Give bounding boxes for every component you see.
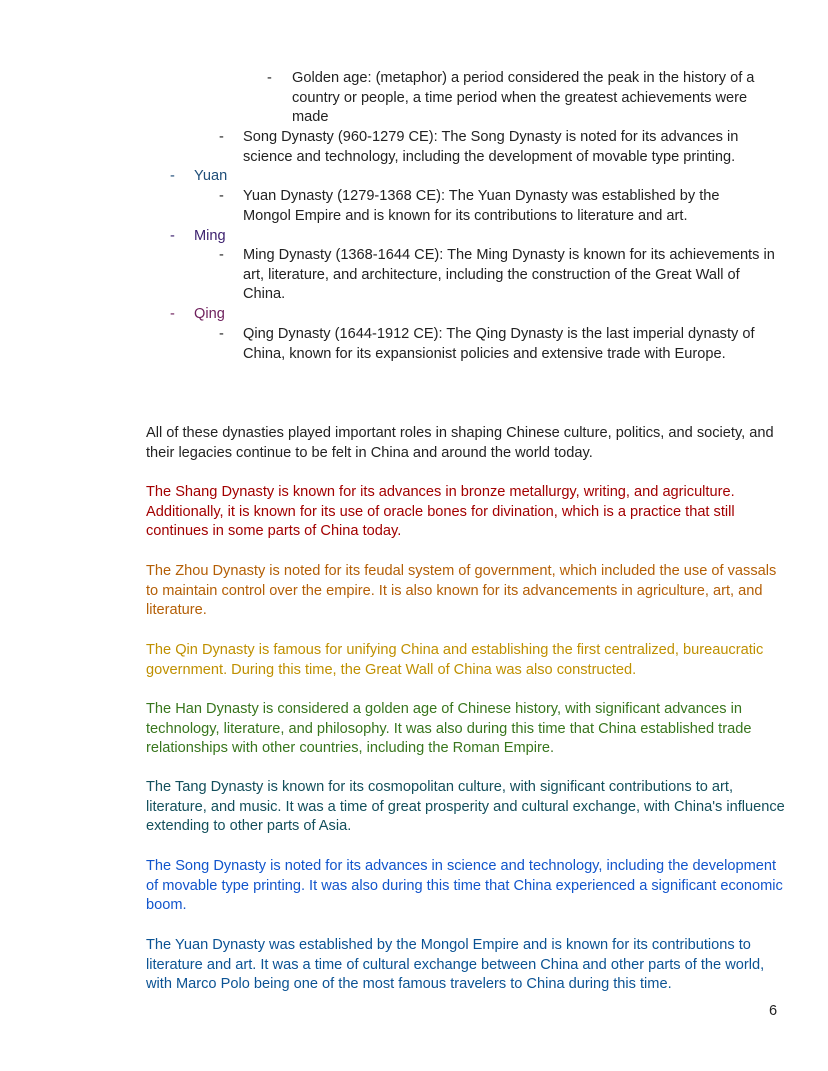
bullet-dash: -: [219, 129, 224, 145]
list-item-text: Ming: [194, 228, 226, 244]
bullet-dash: -: [267, 70, 272, 86]
paragraph-zhou: The Zhou Dynasty is noted for its feudal system of government, which included the use of vassals to maintain control over the empire. It is also known for its advancements in agriculture, art, and literature.: [146, 563, 777, 619]
bullet-dash: -: [170, 228, 175, 244]
paragraph-qin: The Qin Dynasty is famous for unifying China and establishing the first centralized, bureaucratic government. During this time, the Great Wall of China was also constructed.: [146, 642, 764, 678]
list-item-text: Yuan Dynasty (1279-1368 CE): The Yuan Dynasty was established by the Mongol Empire and is known for its contributions to literature and art.: [243, 188, 720, 224]
bullet-dash: -: [219, 326, 224, 342]
list-item-text: Ming Dynasty (1368-1644 CE): The Ming Dynasty is known for its achievements in art, literature, and architecture, including the construction of the Great Wall of China.: [243, 247, 775, 303]
bullet-dash: -: [219, 247, 224, 263]
list-item-text: Qing: [194, 306, 225, 322]
list-item-yuan: [170, 167, 320, 187]
list-item-text: Song Dynasty (960-1279 CE): The Song Dynasty is noted for its advances in science and technology, including the development of movable type printing.: [243, 129, 739, 165]
list-item-yuan-dynasty: [219, 187, 764, 226]
list-item-qing-dynasty: [219, 325, 779, 364]
paragraph-summary: All of these dynasties played important roles in shaping Chinese culture, politics, and society, and their legacies continue to be felt in China and around the world today.: [146, 425, 774, 461]
bullet-dash: -: [170, 306, 175, 322]
list-item-song-dynasty: [219, 128, 764, 167]
page-number: 6: [769, 1003, 778, 1019]
paragraph-yuan: The Yuan Dynasty was established by the Mongol Empire and is known for its contributions to literature and art. It was a time of cultural exchange between China and other parts of the world, with Marco Polo being one of the most famous travelers to China during this time.: [146, 937, 765, 993]
list-item-ming-dynasty: [219, 246, 779, 305]
paragraph-han: The Han Dynasty is considered a golden age of Chinese history, with significant advances in technology, literature, and philosophy. It was also during this time that China established trade relationships with other countries, including the Roman Empire.: [146, 701, 752, 757]
bullet-dash: -: [219, 188, 224, 204]
bullet-dash: -: [170, 168, 175, 184]
list-item-qing: [170, 305, 320, 325]
paragraph-song: The Song Dynasty is noted for its advances in science and technology, including the development of movable type printing. It was also during this time that China experienced a significant economic boom.: [146, 858, 783, 914]
list-item-ming: [170, 227, 320, 247]
paragraph-tang: The Tang Dynasty is known for its cosmopolitan culture, with significant contributions to art, literature, and music. It was a time of great prosperity and cultural exchange, with China's influence extending to other parts of Asia.: [146, 779, 785, 835]
list-item-text: Yuan: [194, 168, 228, 184]
list-item-golden-age: [267, 69, 767, 128]
paragraph-shang: The Shang Dynasty is known for its advances in bronze metallurgy, writing, and agriculture. Additionally, it is known for its use of oracle bones for divination, which is a practice that still continues in some parts of China today.: [146, 484, 735, 540]
list-item-text: Qing Dynasty (1644-1912 CE): The Qing Dynasty is the last imperial dynasty of China, known for its expansionist policies and extensive trade with Europe.: [243, 326, 755, 362]
list-item-text: Golden age: (metaphor) a period considered the peak in the history of a country or people, a time period when the greatest achievements were made: [292, 70, 755, 126]
